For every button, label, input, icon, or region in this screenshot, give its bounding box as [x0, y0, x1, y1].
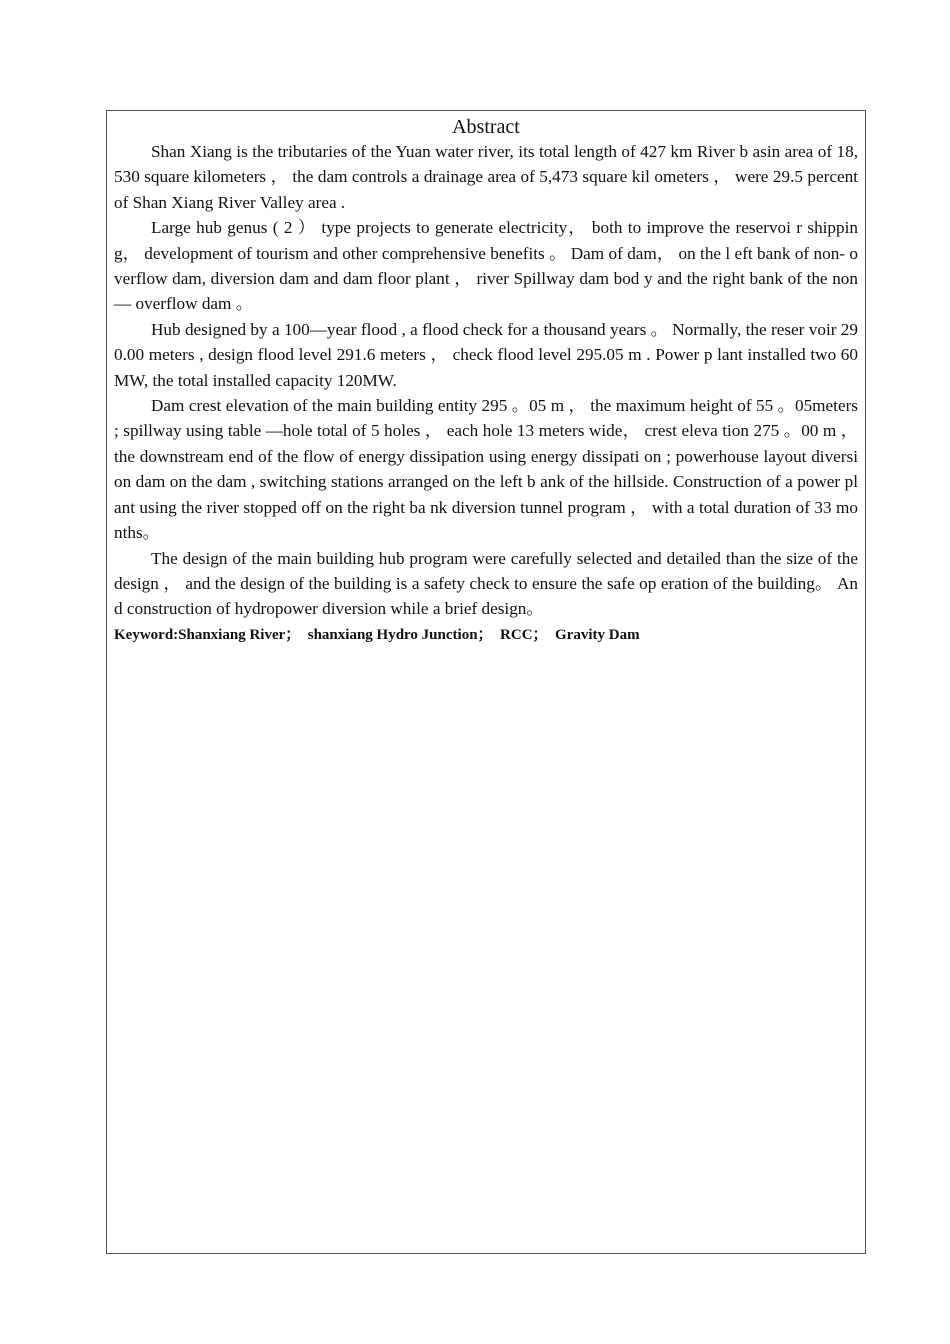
abstract-content	[114, 115, 858, 646]
abstract-paragraph-3: Hub designed by a 100—year flood , a flood check for a thousand years 。 Normally, the reser voir 290.00 meters , design flood level 291.6 meters ， check flood level 295.05 m . Power p lant installed two 60MW, the total installed capacity 120MW.	[114, 319, 858, 390]
abstract-paragraph-5: The design of the main building hub program were carefully selected and detailed than the size of the design ， and the design of the building is a safety check to ensure the safe op eration of the building。 And construction of hydropower diversion while a brief design。	[114, 548, 858, 619]
abstract-paragraph-4: Dam crest elevation of the main building entity 295 。05 m ， the maximum height of 55 。05meters ; spillway using table —hole total of 5 holes ， each hole 13 meters wide， crest eleva tion 275 。00 m ， the downstream end of the flow of energy dissipation using energy dissipati on ; powerhouse layout diversion dam on the dam , switching stations arranged on the left b ank of the hillside. Construction of a power plant using the river stopped off on the right ba nk diversion tunnel program ， with a total duration of 33 months。	[114, 396, 858, 543]
abstract-title: Abstract	[452, 116, 520, 138]
abstract-paragraph-2: Large hub genus ( 2 ） type projects to generate electricity， both to improve the reservoi r shipping， development of tourism and other comprehensive benefits 。 Dam of dam， on the l eft bank of non- overflow dam, diversion dam and dam floor plant ， river Spillway dam bod y and the right bank of the non— overflow dam 。	[114, 218, 858, 314]
abstract-paragraph-1: Shan Xiang is the tributaries of the Yuan water river, its total length of 427 km River b asin area of 18,530 square kilometers ， the dam controls a drainage area of 5,473 square kil ometers ， were 29.5 percent of Shan Xiang River Valley area .	[114, 142, 858, 212]
abstract-frame	[106, 110, 866, 1254]
keywords-line: Keyword:Shanxiang River； shanxiang Hydro Junction； RCC； Gravity Dam	[114, 626, 640, 643]
